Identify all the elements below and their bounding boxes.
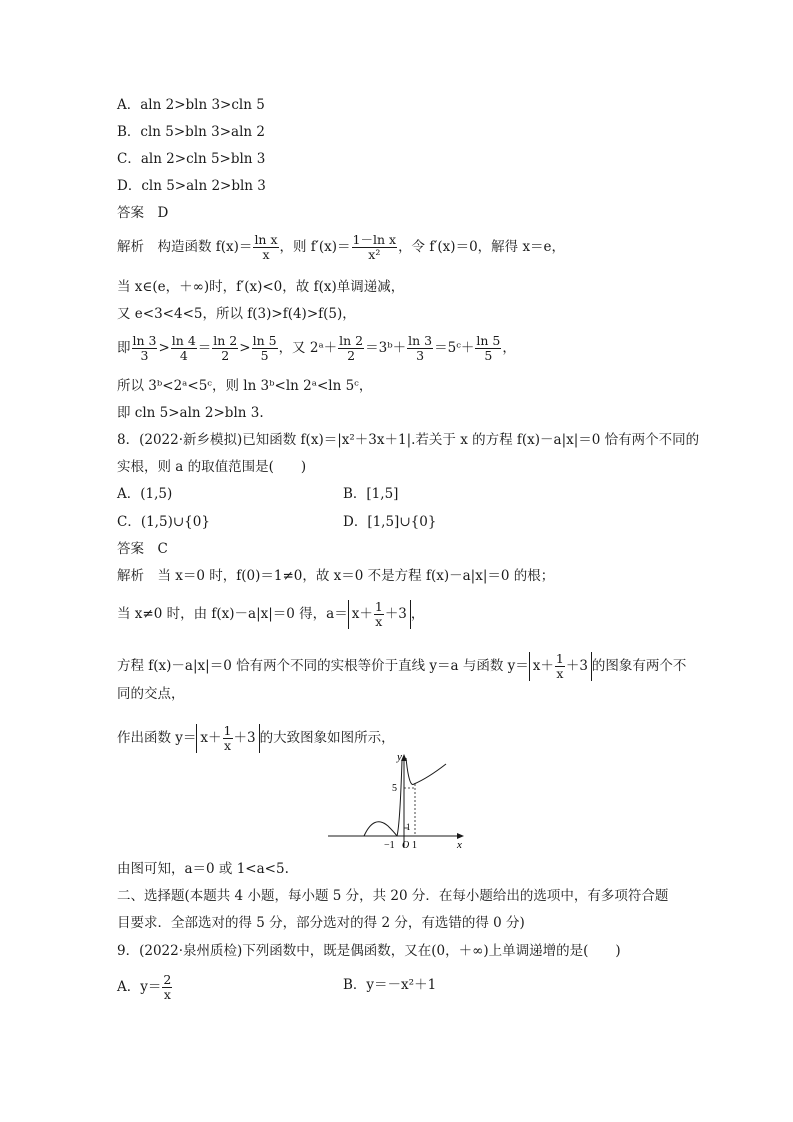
q8-analysis-line3b: 同的交点， <box>117 686 185 702</box>
text: 的大致图象如图所示， <box>259 730 395 746</box>
text: ， <box>410 606 425 622</box>
q9-stem: 9．(2022·泉州质检)下列函数中，既是偶函数，又在(0，＋∞)上单调递增的是( ) <box>117 943 621 959</box>
fraction <box>162 973 172 1002</box>
curve-left-hump <box>364 822 397 836</box>
frac-num: 1 <box>555 651 564 666</box>
q7-analysis-line4: 即 $\frac{\ln 3}{3}$ > $\frac{\ln 4}{4}$ ＝ $\frac{\ln 2}{2}$ > $\frac{\ln 5}{5}$ ，又 2ᵃ＋ $\frac{\ln 2}{2}$ ＝3ᵇ＋ $\frac{\ln 3}{3}$ ＝5ᶜ＋ $\frac{\ln 5}{5}$ ， <box>117 333 516 363</box>
frac-den: 2 <box>347 348 356 363</box>
text: ＝3ᵇ＋ <box>365 340 407 356</box>
q8-analysis-line2 <box>117 600 424 629</box>
tick-label-1: 1 <box>406 822 411 832</box>
q8-stem-line1: 8．(2022·新乡模拟)已知函数 f(x)＝|x²＋3x＋1|.若关于 x 的方程 f(x)－a|x|＝0 恰有两个不同的 <box>117 432 700 448</box>
text: x＋ <box>200 730 222 746</box>
fraction <box>212 334 238 363</box>
frac-num: 2 <box>163 972 172 987</box>
fraction <box>555 652 565 681</box>
fraction <box>252 334 278 363</box>
frac-num: ln 4 <box>171 333 196 348</box>
fraction <box>374 600 384 629</box>
section2-line2: 目要求．全部选对的得 5 分，部分选对的得 2 分，有选错的得 0 分) <box>117 915 525 931</box>
frac-num: ln x <box>254 232 278 247</box>
q7-analysis-line6: 即 cln 5>aln 2>bln 3. <box>117 405 264 421</box>
curve-right-branch <box>406 758 446 784</box>
frac-den: 3 <box>416 348 425 363</box>
q8-option-a: A．(1,5) <box>117 486 173 502</box>
curve-spike-left <box>397 760 402 836</box>
fraction <box>407 334 433 363</box>
q7-a1-mid: ，则 f′(x)＝ <box>279 239 351 255</box>
text: 作出函数 y＝ <box>117 730 197 746</box>
text: ＋3 <box>384 606 407 622</box>
frac-den: 4 <box>179 348 188 363</box>
frac-den: 5 <box>260 348 269 363</box>
text: ， <box>502 340 516 356</box>
frac-den: x² <box>368 247 381 262</box>
text: x＋ <box>351 606 373 622</box>
q9-option-b: B．y＝－x²＋1 <box>343 977 437 993</box>
frac-num: ln 3 <box>132 333 157 348</box>
frac-num: 1 <box>223 723 232 738</box>
frac-num: ln 2 <box>213 333 238 348</box>
fraction <box>253 233 278 262</box>
frac-den: x <box>223 738 232 753</box>
q8-conclusion: 由图可知，a＝0 或 1<a<5. <box>117 861 289 877</box>
q7-a1-pre: 解析 构造函数 f(x)＝ <box>117 239 253 255</box>
tick-label-5: 5 <box>392 783 397 794</box>
x-axis-label: x <box>457 839 462 851</box>
q9-option-a <box>117 973 173 1002</box>
q7-option-d: D．cln 5>aln 2>bln 3 <box>117 178 266 194</box>
q7-option-c: C．aln 2>cln 5>bln 3 <box>117 151 266 167</box>
fraction <box>338 334 364 363</box>
frac-den: x <box>163 987 171 1002</box>
q7-analysis-line5: 所以 3ᵇ<2ᵃ<5ᶜ，则 ln 3ᵇ<ln 2ᵃ<ln 5ᶜ， <box>117 378 373 394</box>
y-axis-label: y <box>397 751 402 763</box>
frac-den: 2 <box>221 348 230 363</box>
text: ＋3 <box>233 730 256 746</box>
origin-label: O <box>402 840 410 851</box>
text: x＋ <box>532 658 554 674</box>
text: ＋3 <box>565 658 588 674</box>
q8-answer: 答案 C <box>117 541 168 557</box>
q7-answer: 答案 D <box>117 205 169 221</box>
frac-num: ln 5 <box>476 333 501 348</box>
absolute-value <box>348 600 411 629</box>
frac-num: ln 5 <box>252 333 277 348</box>
q7-analysis-line2: 当 x∈(e，＋∞)时，f′(x)<0，故 f(x)单调递减， <box>117 279 405 295</box>
text: A．y＝ <box>117 979 162 995</box>
q8-option-c: C．(1,5)∪{0} <box>117 514 210 530</box>
frac-den: x <box>375 614 383 629</box>
text: ＝5ᶜ＋ <box>434 340 475 356</box>
absolute-value <box>529 652 592 681</box>
q8-stem-line2: 实根，则 a 的取值范围是( ) <box>117 459 307 475</box>
fraction <box>475 334 501 363</box>
q7-analysis-line3: 又 e<3<4<5，所以 f(3)>f(4)>f(5)， <box>117 306 356 322</box>
q8-option-d: D．[1,5]∪{0} <box>343 514 437 530</box>
q7-a1-post: ，令 f′(x)＝0，解得 x＝e， <box>398 239 566 255</box>
q7-analysis-line1 <box>117 233 565 262</box>
absolute-value <box>196 724 259 753</box>
frac-den: x <box>556 666 564 681</box>
frac-num: ln 2 <box>339 333 364 348</box>
text: 的图象有两个不 <box>591 658 687 674</box>
q8-analysis-line1: 解析 当 x＝0 时，f(0)＝1≠0，故 x＝0 不是方程 f(x)－a|x|＝0 的根； <box>117 568 555 584</box>
text: 即 <box>117 340 131 356</box>
q7-option-b: B．cln 5>bln 3>aln 2 <box>117 124 265 140</box>
fraction <box>223 724 233 753</box>
text: 当 x≠0 时，由 f(x)－a|x|＝0 得，a＝ <box>117 606 348 622</box>
frac-num: 1 <box>374 599 383 614</box>
q8-analysis-line3 <box>117 652 686 681</box>
fraction <box>132 334 158 363</box>
tick-label-x1: 1 <box>412 840 417 851</box>
tick-label-neg1: −1 <box>384 840 395 851</box>
frac-num: 1－ln x <box>352 232 397 247</box>
text: 方程 f(x)－a|x|＝0 恰有两个不同的实根等价于直线 y＝a 与函数 y＝ <box>117 658 529 674</box>
frac-den: 5 <box>484 348 493 363</box>
frac-den: 3 <box>140 348 149 363</box>
text: ，又 2ᵃ＋ <box>278 340 338 356</box>
fraction <box>171 334 197 363</box>
section2-line1: 二、选择题(本题共 4 小题，每小题 5 分，共 20 分．在每小题给出的选项中，有多项符合题 <box>117 888 669 904</box>
frac-num: ln 3 <box>408 333 433 348</box>
q7-option-a: A．aln 2>bln 3>cln 5 <box>117 97 265 113</box>
function-graph <box>328 748 473 852</box>
q8-option-b: B．[1,5] <box>343 486 399 502</box>
frac-den: x <box>262 247 270 262</box>
fraction <box>352 233 398 262</box>
